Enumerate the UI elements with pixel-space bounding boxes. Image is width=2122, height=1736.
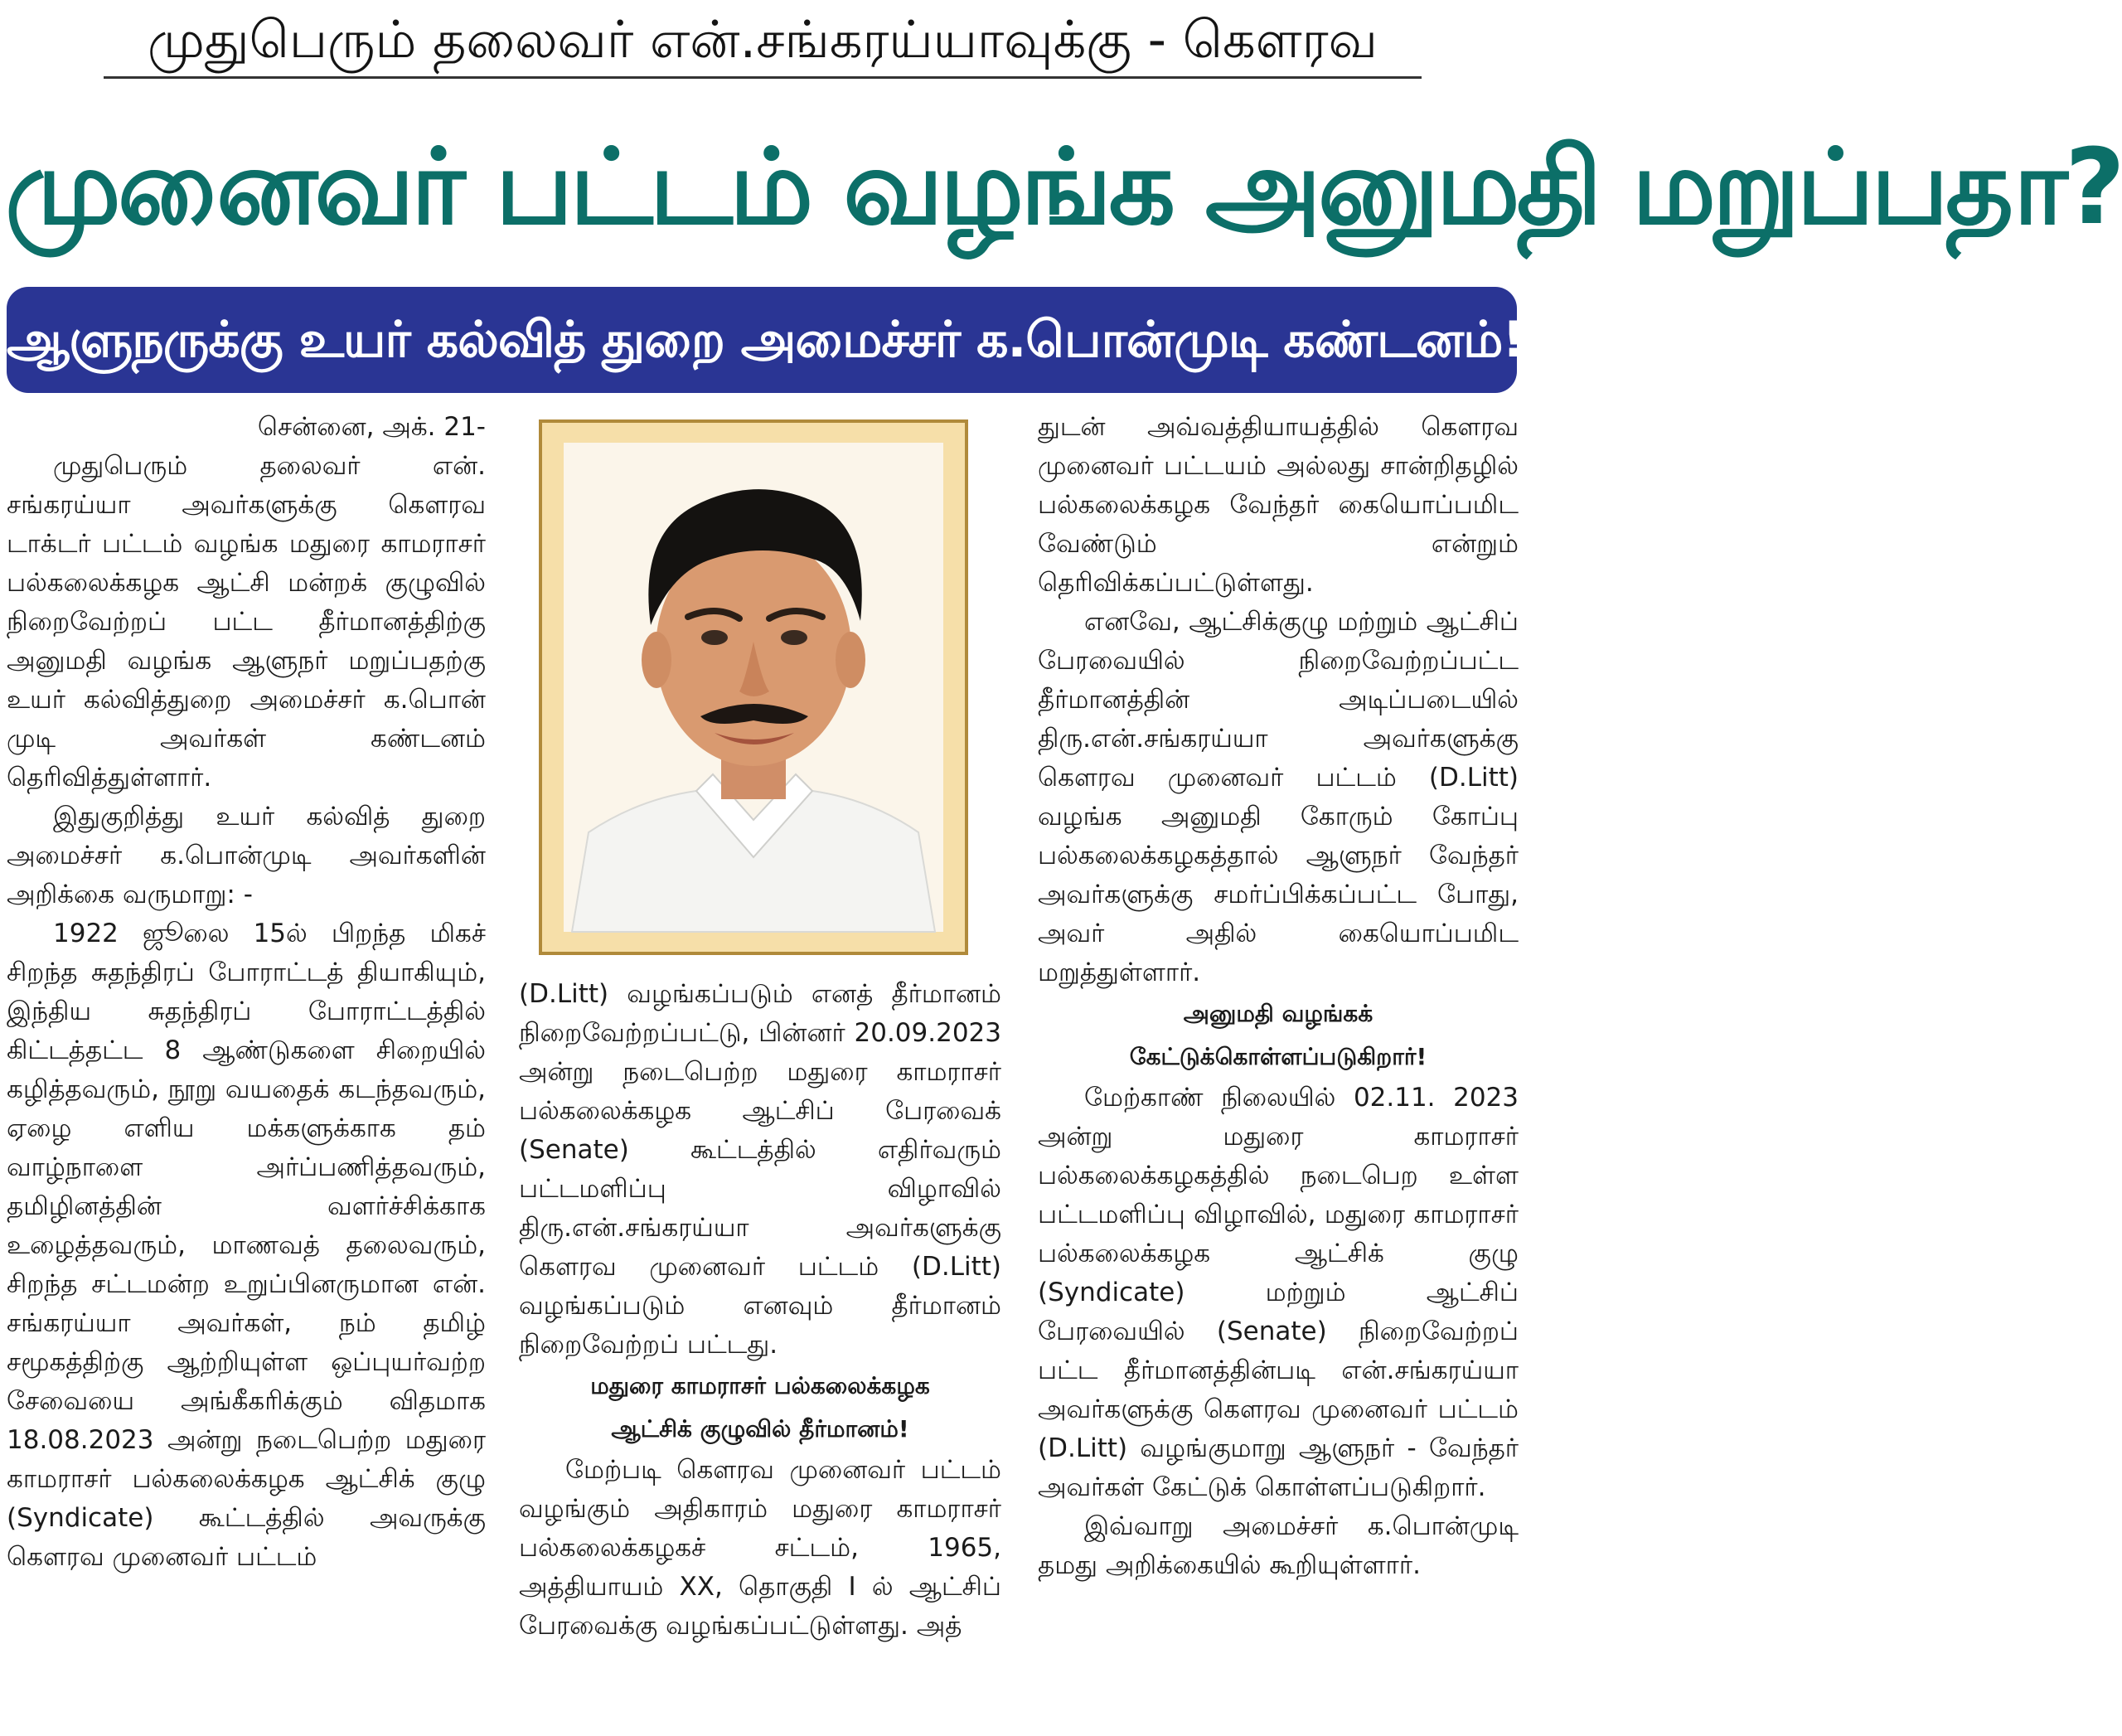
subheadline: ஆளுநருக்கு உயர் கல்வித் துறை அமைச்சர் க.பொன்முடி கண்டனம்! bbox=[7, 311, 1524, 369]
paragraph: முதுபெரும் தலைவர் என். சங்கரய்யா அவர்களுக்கு கௌரவ டாக்டர் பட்டம் வழங்க மதுரை காமராசர் பல்கலைக்கழக ஆட்சி மன்றக் குழுவில் நிறைவேற்றப் பட்ட தீர்மானத்திற்கு அனுமதி வழங்க ஆளுநர் மறுப்பதற்கு உயர் கல்வித்துறை அமைச்சர் க.பொன் முடி அவர்கள் கண்டனம் தெரிவித்துள்ளார். bbox=[7, 451, 486, 793]
paragraph: எனவே, ஆட்சிக்குழு மற்றும் ஆட்சிப் பேரவையில் நிறைவேற்றப்பட்ட தீர்மானத்தின் அடிப்படையில் திரு.என்.சங்கரய்யா அவர்களுக்கு கௌரவ முனைவர் பட்டம் (D.Litt) வழங்க அனுமதி கோரும் கோப்பு பல்கலைக்கழகத்தால் ஆளுநர் வேந்தர் அவர்களுக்கு சமர்ப்பிக்கப்பட்ட போது, அவர் அதில் கையொப்பமிட மறுத்துள்ளார். bbox=[1038, 607, 1519, 987]
subheadline-banner bbox=[7, 287, 1524, 393]
paragraph: (D.Litt) வழங்கப்படும் எனத் தீர்மானம் நிறைவேற்றப்பட்டு, பின்னர் 20.09.2023 அன்று நடைபெற்ற மதுரை காமராசர் பல்கலைக்கழக ஆட்சிப் பேரவைக் (Senate) கூட்டத்தில் எதிர்வரும் பட்டமளிப்பு விழாவில் திரு.என்.சங்கரய்யா அவர்களுக்கு கௌரவ முனைவர் பட்டம் (D.Litt) வழங்கப்படும் எனவும் தீர்மானம் நிறைவேற்றப் பட்டது. bbox=[519, 979, 1001, 1360]
kicker-title: முதுபெரும் தலைவர் என்.சங்கரய்யாவுக்கு - கௌரவ bbox=[147, 9, 1378, 70]
section-subheading: ஆட்சிக் குழுவில் தீர்மானம்! bbox=[611, 1415, 909, 1443]
headline: முனைவர் பட்டம் வழங்க அனுமதி மறுப்பதா? bbox=[5, 126, 2122, 248]
paragraph: இதுகுறித்து உயர் கல்வித் துறை அமைச்சர் க.பொன்முடி அவர்களின் அறிக்கை வருமாறு: - bbox=[7, 802, 486, 909]
portrait-photo bbox=[564, 443, 943, 932]
paragraph: மேற்காண் நிலையில் 02.11. 2023 அன்று மதுரை காமராசர் பல்கலைக்கழகத்தில் நடைபெற உள்ள பட்டமளிப்பு விழாவில், மதுரை காமராசர் பல்கலைக்கழக ஆட்சிக் குழு (Syndicate) மற்றும் ஆட்சிப் பேரவையில் (Senate) நிறைவேற்றப் பட்ட தீர்மானத்தின்படி என்.சங்கரய்யா அவர்களுக்கு கௌரவ முனைவர் பட்டம் (D.Litt) வழங்குமாறு ஆளுநர் - வேந்தர் அவர்கள் கேட்டுக் கொள்ளப்படுகிறார். bbox=[1038, 1083, 1519, 1502]
article-column-3 bbox=[1038, 408, 1519, 1731]
paragraph: மேற்படி கௌரவ முனைவர் பட்டம் வழங்கும் அதிகாரம் மதுரை காமராசர் பல்கலைக்கழகச் சட்டம், 1965, அத்தியாயம் XX, தொகுதி I ல் ஆட்சிப் பேரவைக்கு வழங்கப்பட்டுள்ளது. அத் bbox=[519, 1455, 1001, 1641]
article-column-1 bbox=[7, 408, 486, 1731]
dateline: சென்னை, அக். 21- bbox=[257, 412, 486, 442]
kicker-underline bbox=[104, 76, 1422, 79]
section-subheading: கேட்டுக்கொள்ளப்படுகிறார்! bbox=[1129, 1043, 1427, 1070]
portrait-photo-frame bbox=[539, 419, 968, 955]
article-column-2 bbox=[519, 975, 1001, 1731]
paragraph: துடன் அவ்வத்தியாயத்தில் கௌரவ முனைவர் பட்டயம் அல்லது சான்றிதழில் பல்கலைக்கழக வேந்தர் கையொப்பமிட வேண்டும் என்றும் தெரிவிக்கப்பட்டுள்ளது. bbox=[1038, 412, 1519, 598]
section-subheading: அனுமதி வழங்கக் bbox=[1183, 1000, 1373, 1027]
portrait-illustration bbox=[564, 443, 943, 932]
section-subheading: மதுரை காமராசர் பல்கலைக்கழக bbox=[590, 1372, 930, 1399]
paragraph: 1922 ஜூலை 15ல் பிறந்த மிகச் சிறந்த சுதந்திரப் போராட்டத் தியாகியும், இந்திய சுதந்திரப் போராட்டத்தில் கிட்டத்தட்ட 8 ஆண்டுகளை சிறையில் கழித்தவரும், நூறு வயதைக் கடந்தவரும், ஏழை எளிய மக்களுக்காக தம் வாழ்நாளை அர்ப்பணித்தவரும், தமிழினத்தின் வளர்ச்சிக்காக உழைத்தவரும், மாணவத் தலைவரும், சிறந்த சட்டமன்ற உறுப்பினருமான என். சங்கரய்யா அவர்கள், நம் தமிழ் சமூகத்திற்கு ஆற்றியுள்ள ஒப்புயர்வற்ற சேவையை அங்கீகரிக்கும் விதமாக 18.08.2023 அன்று நடைபெற்ற மதுரை காமராசர் பல்கலைக்கழக ஆட்சிக் குழு (Syndicate) கூட்டத்தில் அவருக்கு கௌரவ முனைவர் பட்டம் bbox=[7, 919, 486, 1572]
paragraph: இவ்வாறு அமைச்சர் க.பொன்முடி தமது அறிக்கையில் கூறியுள்ளார். bbox=[1038, 1511, 1519, 1580]
